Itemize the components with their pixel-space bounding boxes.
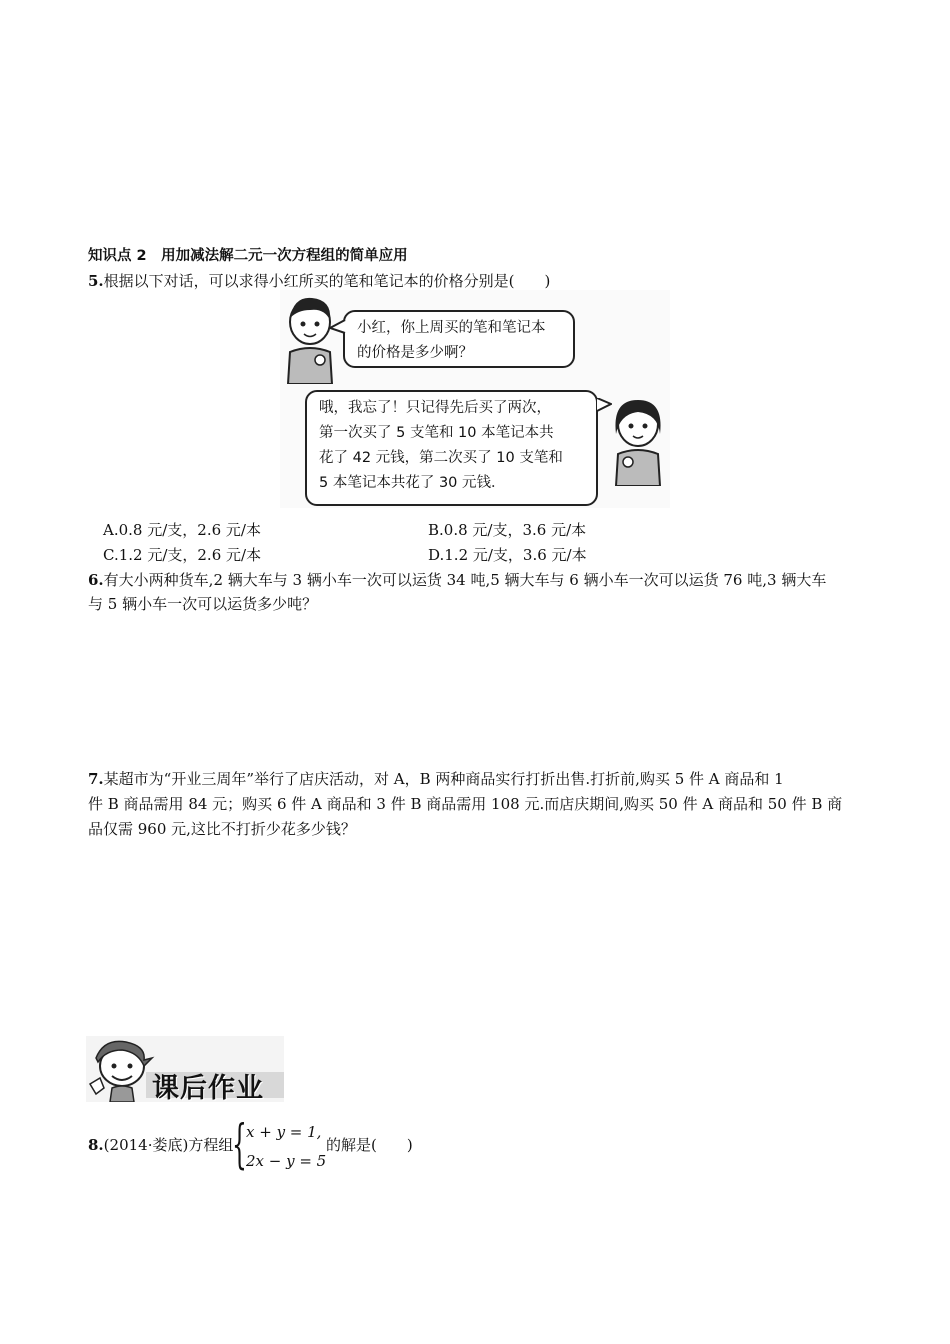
question-stem: 根据以下对话，可以求得小红所买的笔和笔记本的价格分别是( ) [103, 272, 551, 290]
equation-brace-icon: { [232, 1115, 247, 1175]
option-b: B.0.8 元/支，3.6 元/本 [428, 521, 587, 539]
bubble-line: 花了 42 元钱，第二次买了 10 支笔和 [319, 450, 563, 466]
bubble-tail-icon [596, 398, 612, 412]
homework-banner [86, 1036, 284, 1102]
bubble-line: 5 本笔记本共花了 30 元钱． [319, 475, 506, 491]
bubble-line: 哦，我忘了！只记得先后买了两次， [319, 400, 551, 416]
bubble-line: 第一次买了 5 支笔和 10 本笔记本共 [319, 425, 554, 441]
bubble-tail-icon [330, 320, 346, 334]
question-6-line-2: 与 5 辆小车一次可以运货多少吨？ [88, 595, 318, 613]
question-8 [88, 1134, 233, 1155]
question-line: 有大小两种货车,2 辆大车与 3 辆小车一次可以运货 34 吨,5 辆大车与 6 辆小车一次可以运货 76 吨,3 辆大车 [103, 571, 827, 589]
question-7-line-2: 件 B 商品需用 84 元；购买 6 件 A 商品和 3 件 B 商品需用 108 元.而店庆期间,购买 50 件 A 商品和 50 件 B 商 [88, 795, 843, 813]
speech-bubble-girl [305, 390, 598, 506]
question-8-suffix: 的解是( ) [326, 1136, 413, 1154]
speech-bubble-boy [343, 310, 575, 368]
banner-title: 课后作业 [152, 1073, 264, 1104]
section-heading: 知识点 2 用加减法解二元一次方程组的简单应用 [88, 248, 408, 264]
option-c: C.1.2 元/支，2.6 元/本 [103, 546, 262, 564]
question-7 [88, 768, 784, 789]
question-number: 7. [88, 770, 104, 788]
girl-figure-icon [608, 394, 670, 486]
question-line: 某超市为“开业三周年”举行了店庆活动，对 A，B 两种商品实行打折出售.打折前,购买 5 件 A 商品和 1 [103, 770, 784, 788]
dialogue-illustration [280, 290, 670, 508]
option-d: D.1.2 元/支，3.6 元/本 [428, 546, 587, 564]
bubble-line: 的价格是多少啊？ [357, 345, 473, 361]
question-number: 5. [88, 272, 104, 290]
question-number: 8. [88, 1136, 104, 1154]
question-prefix: (2014·娄底)方程组 [103, 1136, 234, 1154]
equation-1: x + y = 1, [246, 1123, 322, 1141]
question-number: 6. [88, 571, 104, 589]
bubble-line: 小红，你上周买的笔和笔记本 [357, 320, 546, 336]
question-7-line-3: 品仅需 960 元,这比不打折少花多少钱？ [88, 820, 356, 838]
boy-figure-icon [280, 294, 340, 384]
option-a: A.0.8 元/支，2.6 元/本 [103, 521, 261, 539]
question-5 [88, 270, 550, 291]
question-6 [88, 569, 826, 590]
equation-2: 2x − y = 5 [246, 1152, 327, 1170]
